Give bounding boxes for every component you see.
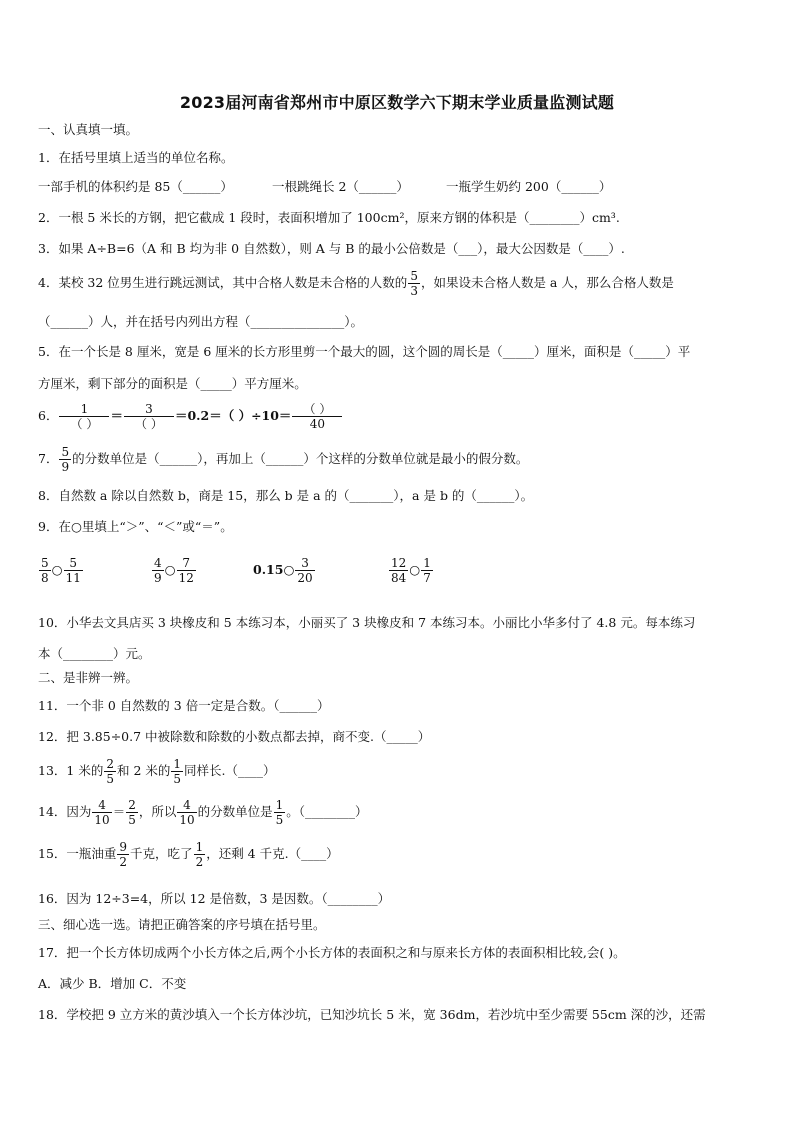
fraction	[292, 402, 342, 431]
fraction	[421, 556, 433, 585]
question-16: 16．因为 12÷3=4，所以 12 是倍数，3 是因数。（________）	[38, 891, 391, 906]
question-15-text-a: 15．一瓶油重	[38, 846, 117, 861]
fraction	[274, 798, 286, 827]
fraction-numerator: 2	[106, 757, 114, 771]
compare-circle: ○	[164, 562, 176, 577]
question-10-line-1: 10．小华去文具店买 3 块橡皮和 5 本练习本，小丽买了 3 块橡皮和 7 本练习本。小丽比小华多付了 4.8 元。每本练习	[38, 615, 696, 630]
fraction-numerator: 4	[183, 798, 191, 812]
compare-item-2	[151, 556, 197, 585]
fraction-denominator: 9	[61, 460, 70, 474]
fraction-numerator: 2	[128, 798, 136, 812]
question-15-text-b: 千克，吃了	[130, 846, 193, 861]
fraction	[92, 798, 111, 827]
compare-circle: ○	[283, 562, 295, 577]
fraction-denominator: 5	[106, 772, 114, 786]
question-18: 18．学校把 9 立方米的黄沙填入一个长方体沙坑，已知沙坑长 5 米，宽 36dm，若沙坑中至少需要 55cm 深的沙，还需	[38, 1007, 706, 1022]
fraction-numerator: 12	[391, 556, 407, 570]
fraction-numerator: 9	[119, 840, 128, 854]
equals-sign: ＝	[110, 408, 123, 423]
fraction	[177, 798, 196, 827]
fraction-numerator: （ ）	[303, 402, 332, 416]
fraction	[64, 556, 83, 585]
question-7-text: 的分数单位是（______），再加上（______）个这样的分数单位就是最小的假分数。	[72, 451, 529, 466]
fraction-denominator: （ ）	[59, 416, 109, 431]
compare-item-4	[388, 556, 434, 585]
compare-item-3	[253, 556, 316, 585]
fraction-denominator: 84	[391, 571, 407, 585]
question-4-line-1	[38, 269, 674, 298]
section-heading-true-false: 二、是非辨一辨。	[38, 670, 139, 685]
fraction-denominator: 10	[179, 813, 195, 827]
question-15	[38, 840, 339, 869]
fraction-numerator: 4	[154, 556, 162, 570]
fraction-numerator: 4	[98, 798, 106, 812]
section-heading-multiple-choice: 三、细心选一选。请把正确答案的序号填在括号里。	[38, 917, 326, 932]
fraction	[104, 757, 116, 786]
fraction-numerator: 3	[145, 402, 153, 416]
fraction-numerator: 5	[61, 445, 70, 459]
fraction-denominator: （ ）	[124, 416, 174, 431]
fraction-denominator: 2	[195, 855, 204, 869]
fraction-denominator: 12	[178, 571, 194, 585]
question-17-options: A．减少 B．增加 C．不变	[38, 976, 187, 991]
fraction-denominator: 20	[297, 571, 313, 585]
question-5-line-2: 方厘米，剩下部分的面积是（_____）平方厘米。	[38, 376, 307, 391]
fraction-denominator: 2	[119, 855, 128, 869]
fraction	[171, 757, 183, 786]
question-6-number: 6．	[38, 408, 59, 423]
fraction	[59, 402, 109, 431]
fraction-denominator: 5	[275, 813, 284, 827]
fraction-denominator: 8	[41, 571, 49, 585]
fraction	[59, 445, 71, 474]
fraction-denominator: 11	[65, 571, 81, 585]
question-13	[38, 757, 276, 786]
question-12: 12．把 3.85÷0.7 中被除数和除数的小数点都去掉，商不变.（_____）	[38, 729, 431, 744]
fraction-numerator: 5	[69, 556, 78, 570]
question-14	[38, 798, 368, 827]
question-14-text-d: 。（________）	[286, 804, 368, 819]
fraction-numerator: 7	[182, 556, 191, 570]
fraction	[389, 556, 408, 585]
fraction-denominator: 10	[94, 813, 110, 827]
question-17: 17．把一个长方体切成两个小长方体之后,两个小长方体的表面积之和与原来长方体的表面积相比较,会( )。	[38, 945, 626, 960]
question-4-line-2: （______）人，并在括号内列出方程（_______________）。	[38, 314, 364, 329]
fraction	[177, 556, 196, 585]
fraction-numerator: 1	[80, 402, 89, 416]
question-1-item-a: 一部手机的体积约是 85（______）	[38, 179, 233, 194]
question-4-text-a: 4．某校 32 位男生进行跳远测试，其中合格人数是未合格的人数的	[38, 275, 408, 290]
fraction-denominator: 5	[173, 772, 182, 786]
question-14-text-c: 的分数单位是	[197, 804, 273, 819]
question-13-text-c: 同样长.（____）	[184, 763, 276, 778]
question-7-number: 7．	[38, 451, 59, 466]
question-14-text-a: 14．因为	[38, 804, 92, 819]
fraction-denominator: 40	[292, 416, 342, 431]
question-8: 8．自然数 a 除以自然数 b，商是 15，那么 b 是 a 的（_______），a 是 b 的（______）。	[38, 488, 534, 503]
fraction-denominator: 5	[128, 813, 136, 827]
question-11: 11．一个非 0 自然数的 3 倍一定是合数。（______）	[38, 698, 330, 713]
question-6-middle: ＝0.2＝（ ）÷10＝	[174, 408, 292, 423]
question-13-text-a: 13．1 米的	[38, 763, 104, 778]
page-title: 2023届河南省郑州市中原区数学六下期末学业质量监测试题	[179, 93, 615, 112]
fraction-denominator: 3	[410, 284, 418, 298]
question-6	[38, 402, 343, 431]
compare-decimal: 0.15	[253, 562, 284, 577]
question-1-item-c: 一瓶学生奶约 200（______）	[446, 179, 612, 194]
question-4-text-b: ，如果设未合格人数是 a 人，那么合格人数是	[420, 275, 674, 290]
question-1-stem: 1．在括号里填上适当的单位名称。	[38, 150, 234, 165]
fraction-numerator: 1	[275, 798, 284, 812]
compare-circle: ○	[51, 562, 63, 577]
fraction	[194, 840, 206, 869]
fraction	[124, 402, 174, 431]
fraction	[295, 556, 314, 585]
fraction-denominator: 7	[423, 571, 431, 585]
question-2: 2．一根 5 米长的方钢，把它截成 1 段时，表面积增加了 100cm²，原来方钢的体积是（________）cm³.	[38, 210, 620, 225]
question-14-text-b: ，所以	[138, 804, 177, 819]
fraction	[39, 556, 51, 585]
compare-circle: ○	[409, 562, 421, 577]
fraction	[126, 798, 138, 827]
fraction-numerator: 5	[41, 556, 49, 570]
equals-sign: ＝	[112, 804, 126, 819]
fraction-numerator: 5	[410, 269, 418, 283]
question-13-text-b: 和 2 米的	[116, 763, 171, 778]
question-5-line-1: 5．在一个长是 8 厘米，宽是 6 厘米的长方形里剪一个最大的圆，这个圆的周长是（_____）厘米，面积是（_____）平	[38, 344, 691, 359]
question-15-text-c: ，还剩 4 千克.（____）	[206, 846, 339, 861]
fraction-numerator: 1	[195, 840, 204, 854]
fraction-numerator: 3	[301, 556, 309, 570]
fraction	[152, 556, 164, 585]
fraction-numerator: 1	[173, 757, 182, 771]
fraction-denominator: 9	[154, 571, 162, 585]
fraction	[117, 840, 129, 869]
question-3: 3．如果 A÷B=6（A 和 B 均为非 0 自然数），则 A 与 B 的最小公倍数是（___），最大公因数是（____）.	[38, 241, 625, 256]
fraction	[408, 269, 420, 298]
compare-item-1	[38, 556, 84, 585]
section-heading-fill-in: 一、认真填一填。	[38, 122, 139, 137]
question-10-line-2: 本（________）元。	[38, 646, 151, 661]
fraction-numerator: 1	[423, 556, 431, 570]
question-9-stem: 9．在○里填上“＞”、“＜”或“＝”。	[38, 519, 233, 534]
question-1-item-b: 一根跳绳长 2（______）	[272, 179, 409, 194]
question-7	[38, 445, 528, 474]
